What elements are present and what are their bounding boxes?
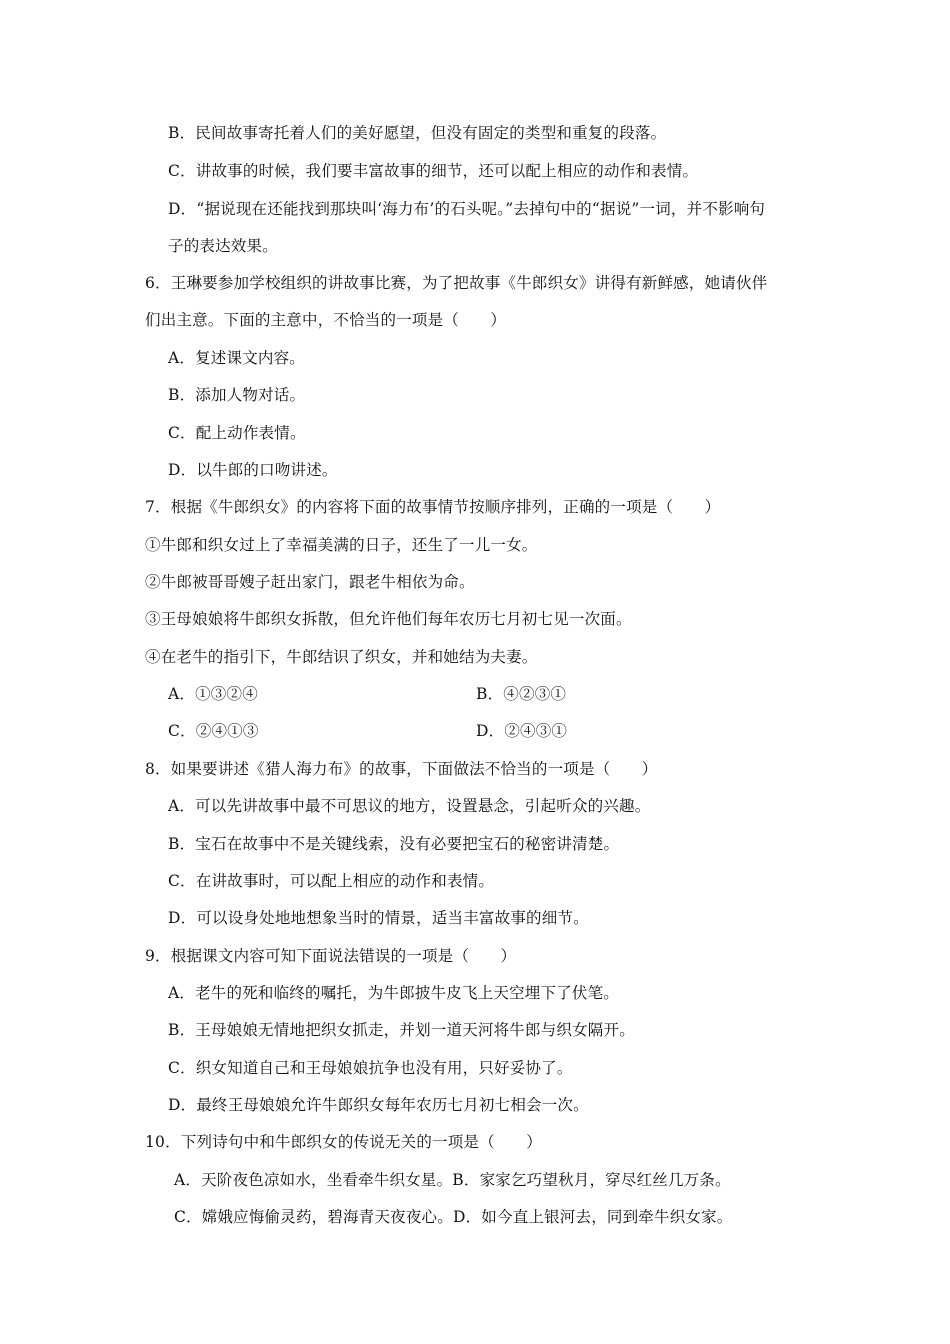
q8-option-a: A．可以先讲故事中最不可思议的地方，设置悬念，引起听众的兴趣。 <box>168 797 651 815</box>
q5-option-d-continued: 子的表达效果。 <box>168 237 278 255</box>
q7-option-c: C．②④①③ <box>168 722 259 740</box>
q7-event-2: ②牛郎被哥哥嫂子赶出家门，跟老牛相依为命。 <box>145 573 475 591</box>
q6-stem: 6．王琳要参加学校组织的讲故事比赛，为了把故事《牛郎织女》讲得有新鲜感，她请伙伴 <box>145 274 768 292</box>
q6-option-d: D．以牛郎的口吻讲述。 <box>168 461 338 479</box>
q7-stem: 7．根据《牛郎织女》的内容将下面的故事情节按顺序排列，正确的一项是（ ） <box>145 498 721 516</box>
q6-option-c: C．配上动作表情。 <box>168 424 306 442</box>
q8-option-b: B．宝石在故事中不是关键线索，没有必要把宝石的秘密讲清楚。 <box>168 835 620 853</box>
q10-options-cd: C．嫦娥应悔偷灵药，碧海青天夜夜心。D．如今直上银河去，同到牵牛织女家。 <box>174 1208 733 1226</box>
q6-stem-continued: 们出主意。下面的主意中，不恰当的一项是（ ） <box>145 311 507 329</box>
q8-option-c: C．在讲故事时，可以配上相应的动作和表情。 <box>168 872 495 890</box>
q5-option-b: B．民间故事寄托着人们的美好愿望，但没有固定的类型和重复的段落。 <box>168 124 667 142</box>
q5-option-d: D．“据说现在还能找到那块叫‘海力布’的石头呢。”去掉句中的“据说”一词，并不影响句 <box>168 200 766 218</box>
q9-option-b: B．王母娘娘无情地把织女抓走，并划一道天河将牛郎与织女隔开。 <box>168 1021 635 1039</box>
q7-event-3: ③王母娘娘将牛郎织女拆散，但允许他们每年农历七月初七见一次面。 <box>145 610 632 628</box>
q5-option-c: C．讲故事的时候，我们要丰富故事的细节，还可以配上相应的动作和表情。 <box>168 162 699 180</box>
q9-option-c: C．织女知道自己和王母娘娘抗争也没有用，只好妥协了。 <box>168 1059 573 1077</box>
q9-option-a: A．老牛的死和临终的嘱托，为牛郎披牛皮飞上天空埋下了伏笔。 <box>168 984 619 1002</box>
q7-option-d: D．②④③① <box>476 722 568 740</box>
q7-event-1: ①牛郎和织女过上了幸福美满的日子，还生了一儿一女。 <box>145 536 538 554</box>
q10-stem: 10．下列诗句中和牛郎织女的传说无关的一项是（ ） <box>145 1133 542 1151</box>
q8-option-d: D．可以设身处地地想象当时的情景，适当丰富故事的细节。 <box>168 909 589 927</box>
q7-event-4: ④在老牛的指引下，牛郎结识了织女，并和她结为夫妻。 <box>145 648 538 666</box>
q8-stem: 8．如果要讲述《猎人海力布》的故事，下面做法不恰当的一项是（ ） <box>145 760 658 778</box>
q7-option-a: A．①③②④ <box>168 685 258 703</box>
q9-option-d: D．最终王母娘娘允许牛郎织女每年农历七月初七相会一次。 <box>168 1096 589 1114</box>
q10-options-ab: A．天阶夜色凉如水，坐看牵牛织女星。B．家家乞巧望秋月，穿尽红丝几万条。 <box>174 1171 731 1189</box>
q7-option-b: B．④②③① <box>476 685 567 703</box>
q6-option-b: B．添加人物对话。 <box>168 386 306 404</box>
q9-stem: 9．根据课文内容可知下面说法错误的一项是（ ） <box>145 947 517 965</box>
q6-option-a: A．复述课文内容。 <box>168 349 305 367</box>
